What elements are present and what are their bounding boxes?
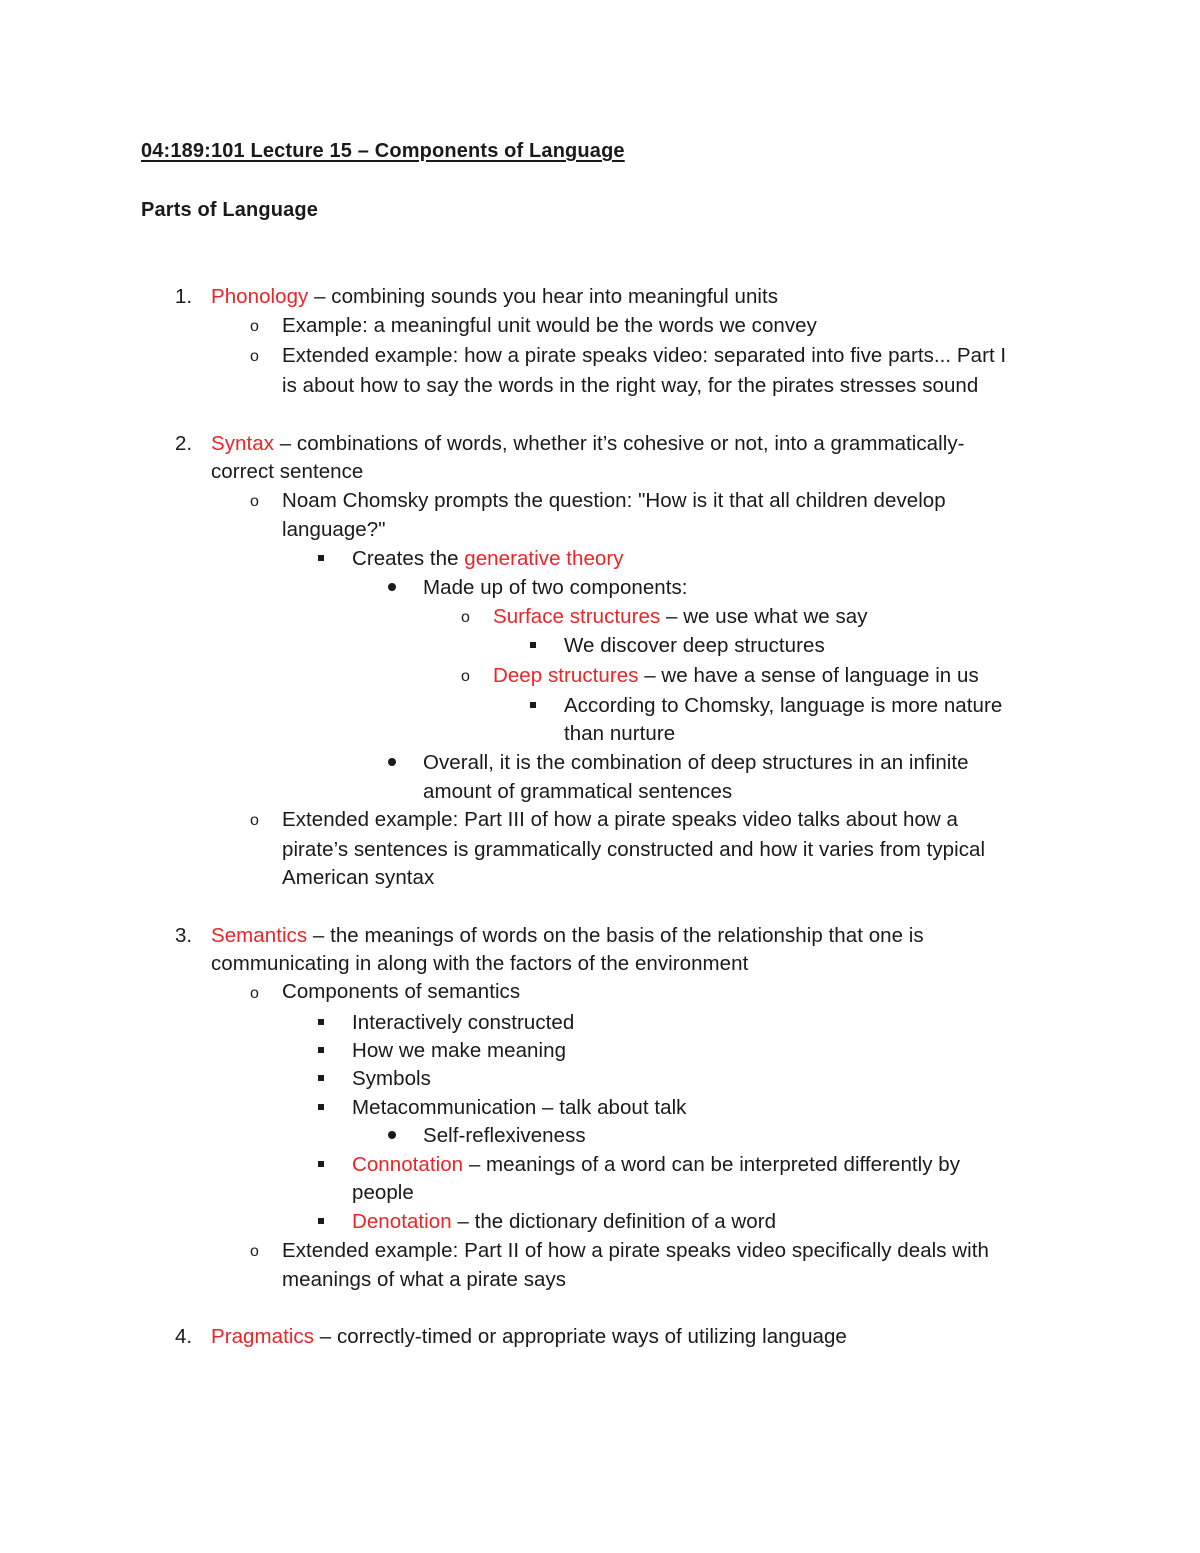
semantics-item: [211, 921, 924, 950]
deep-sub-line2: than nurture: [564, 722, 676, 745]
deep-structures-line: [493, 661, 979, 690]
denotation-term: Denotation: [352, 1210, 452, 1233]
semantics-extended-line2: meanings of what a pirate says: [282, 1268, 567, 1291]
dot-bullet-icon: [388, 583, 396, 591]
semantics-definition-line1: – the meanings of words on the basis of the relationship that one is: [307, 924, 924, 947]
semantics-definition-line2: communicating in along with the factors of the environment: [211, 952, 749, 975]
circle-bullet-icon: o: [250, 493, 259, 510]
overall-line2: amount of grammatical sentences: [423, 780, 733, 803]
dot-bullet-icon: [388, 1131, 396, 1139]
syntax-extended-line1: Extended example: Part III of how a pirate speaks video talks about how a: [282, 808, 958, 831]
square-bullet-icon: [318, 1161, 324, 1167]
square-bullet-icon: [530, 642, 536, 648]
phonology-definition: – combining sounds you hear into meaningful units: [308, 285, 779, 308]
list-number-3: 3.: [175, 924, 193, 947]
connotation-def-line1: – meanings of a word can be interpreted differently by: [463, 1153, 961, 1176]
connotation-def-line2: people: [352, 1181, 414, 1204]
square-bullet-icon: [318, 1019, 324, 1025]
made-up-line: Made up of two components:: [423, 576, 688, 599]
semantics-component-3: Symbols: [352, 1067, 431, 1090]
generative-theory-line: [352, 544, 624, 573]
phonology-extended-line2: is about how to say the words in the right way, for the pirates stresses sound: [282, 374, 979, 397]
deep-sub-line1: According to Chomsky, language is more nature: [564, 694, 1003, 717]
square-bullet-icon: [530, 702, 536, 708]
semantics-term: Semantics: [211, 924, 308, 947]
components-of-semantics: Components of semantics: [282, 980, 521, 1003]
square-bullet-icon: [318, 1047, 324, 1053]
circle-bullet-icon: o: [250, 985, 259, 1002]
pragmatics-definition: – correctly-timed or appropriate ways of utilizing language: [314, 1325, 847, 1348]
syntax-term: Syntax: [211, 432, 274, 455]
circle-bullet-icon: o: [461, 609, 470, 626]
phonology-example: Example: a meaningful unit would be the words we convey: [282, 314, 817, 337]
connotation-line: [352, 1150, 960, 1179]
deep-structures-term: Deep structures: [493, 664, 639, 687]
deep-structures-def: – we have a sense of language in us: [638, 664, 979, 687]
creates-prefix: Creates the: [352, 547, 465, 570]
square-bullet-icon: [318, 1104, 324, 1110]
surface-structures-def: – we use what we say: [660, 605, 868, 628]
square-bullet-icon: [318, 1218, 324, 1224]
semantics-component-2: How we make meaning: [352, 1039, 567, 1062]
semantics-extended-line1: Extended example: Part II of how a pirate speaks video specifically deals with: [282, 1239, 989, 1262]
generative-theory-term: generative theory: [464, 547, 624, 570]
circle-bullet-icon: o: [250, 1243, 259, 1260]
surface-structures-line: [493, 602, 868, 631]
denotation-line: [352, 1207, 776, 1236]
syntax-extended-line3: American syntax: [282, 866, 435, 889]
denotation-def: – the dictionary definition of a word: [451, 1210, 777, 1233]
square-bullet-icon: [318, 555, 324, 561]
circle-bullet-icon: o: [250, 348, 259, 365]
syntax-definition-line2: correct sentence: [211, 460, 364, 483]
pragmatics-item: [211, 1322, 847, 1351]
page-title: 04:189:101 Lecture 15 – Components of Language: [141, 140, 625, 162]
connotation-term: Connotation: [352, 1153, 464, 1176]
syntax-extended-line2: pirate’s sentences is grammatically constructed and how it varies from typical: [282, 838, 986, 861]
phonology-term: Phonology: [211, 285, 309, 308]
circle-bullet-icon: o: [461, 668, 470, 685]
surface-structures-term: Surface structures: [493, 605, 661, 628]
chomsky-question-line1: Noam Chomsky prompts the question: "How is it that all children develop: [282, 489, 946, 512]
syntax-definition-line1: – combinations of words, whether it’s cohesive or not, into a grammatically-: [273, 432, 965, 455]
list-number-1: 1.: [175, 285, 193, 308]
semantics-component-1: Interactively constructed: [352, 1011, 575, 1034]
self-reflexiveness: Self-reflexiveness: [423, 1124, 586, 1147]
surface-sub-line: We discover deep structures: [564, 634, 825, 657]
phonology-extended-line1: Extended example: how a pirate speaks video: separated into five parts... Part I: [282, 344, 1007, 367]
dot-bullet-icon: [388, 758, 396, 766]
syntax-item: [211, 429, 965, 458]
chomsky-question-line2: language?": [282, 518, 386, 541]
semantics-component-4: Metacommunication – talk about talk: [352, 1096, 687, 1119]
circle-bullet-icon: o: [250, 812, 259, 829]
pragmatics-term: Pragmatics: [211, 1325, 315, 1348]
phonology-item: [211, 282, 778, 311]
circle-bullet-icon: o: [250, 318, 259, 335]
list-number-2: 2.: [175, 432, 193, 455]
section-heading: Parts of Language: [141, 199, 319, 221]
list-number-4: 4.: [175, 1325, 193, 1348]
overall-line1: Overall, it is the combination of deep structures in an infinite: [423, 751, 969, 774]
square-bullet-icon: [318, 1075, 324, 1081]
